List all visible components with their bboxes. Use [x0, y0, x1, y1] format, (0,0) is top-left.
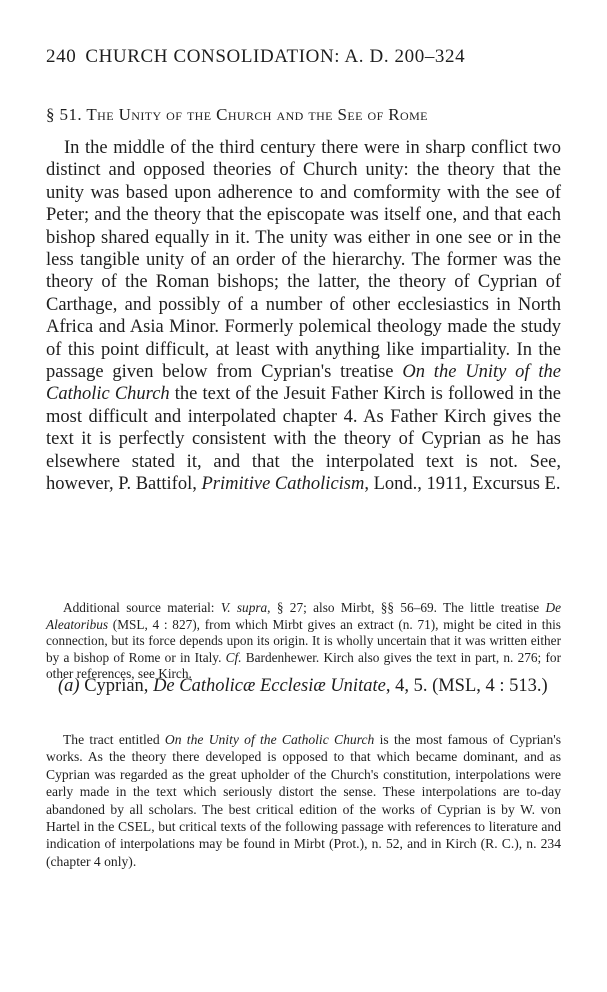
- section-heading: § 51. The Unity of the Church and the See of Rome: [46, 105, 428, 124]
- subsection-reference: , 4, 5. (MSL, 4 : 513.): [385, 676, 548, 696]
- book-page: [46, 0, 561, 992]
- work-title-italic: On the Unity of the Catholic Church: [46, 362, 561, 405]
- source-note-part-2: , § 27; also Mirbt, §§ 56–69. The little treatise: [267, 600, 546, 615]
- main-paragraph: [46, 137, 561, 496]
- source-note-text: [46, 600, 561, 683]
- source-note-part-1: Additional source material:: [63, 600, 221, 615]
- subsection-label: (a): [58, 676, 80, 696]
- main-paragraph-text: [46, 137, 561, 496]
- battifol-title-italic: Primitive Catholicism: [201, 474, 365, 495]
- running-head-title: CHURCH CONSOLIDATION: A. D. 200–324: [85, 46, 466, 67]
- main-text-part-1: In the middle of the third century there were in sharp conflict two distinct and opposed theories of Church unity: the theory that the unity was based upon adherence to and comformity with the see of Peter; and the theory that the episcopate was itself one, and that each bishop shared equally in it. The unity was either in one see or in the less tangible unity of an order of the hierarchy. The former was the theory of the Roman bishops; the latter, the theory of Cyprian of Carthage, and possibly of a number of other ecclesiastics in North Africa and Asia Minor. Formerly polemical theology made the study of this point difficult, at least with anything like impartiality. In the passage given below from Cyprian's treatise: [46, 138, 561, 383]
- subsection-heading-text: [46, 674, 561, 698]
- v-supra-italic: V. supra: [220, 600, 268, 615]
- page-number: 240: [46, 46, 77, 67]
- running-head: [46, 46, 561, 68]
- subsection-author: Cyprian,: [79, 676, 154, 696]
- source-note-part-3: (MSL, 4 : 827), from which Mirbt gives an extract (n. 71), might be cited in this connection, but its force depends upon its origin. It is wholly uncertain that it was written either by a bishop of Rome or in Italy.: [46, 616, 561, 665]
- de-aleatoribus-italic: De Aleatoribus: [46, 600, 561, 632]
- intro-note-part-2: is the most famous of Cyprian's works. As the theory there developed is opposed to that which became dominant, and as Cyprian was regarded as the great upholder of the Church's constitution, interpolations were early made in the text which seriously distort the sense. These interpolations are to-day abandoned by all scholars. The best critical edition of the works of Cyprian is by W. von Hartel in the CSEL, but critical texts of the following passage with references to literature and indication of interpolations may be found in Mirbt (Prot.), n. 52, and in Kirch (R. C.), n. 234 (chapter 4 only).: [46, 732, 561, 869]
- source-note-part-4: Bardenhewer. Kirch also gives the text in part, n. 276; for other references, see Kirch.: [46, 649, 561, 682]
- source-material-note: [46, 600, 561, 683]
- intro-note-text: [46, 731, 561, 870]
- subsection-heading: [46, 674, 561, 698]
- intro-work-title-italic: On the Unity of the Catholic Church: [164, 732, 375, 747]
- subsection-work-title: De Catholicæ Ecclesiæ Unitate: [153, 676, 386, 696]
- cf-italic: Cf.: [225, 649, 242, 665]
- main-text-part-2: the text of the Jesuit Father Kirch is followed in the most difficult and interpolated chapter 4. As Father Kirch gives the text it is perfectly consistent with the theory of Cyprian as he has elsewhere stated it, and that the interpolated text is not. See, however, P. Battifol,: [46, 384, 561, 495]
- main-text-part-3: , Lond., 1911, Excursus E.: [364, 474, 561, 495]
- tract-intro-note: [46, 731, 561, 870]
- intro-note-part-1: The tract entitled: [63, 732, 165, 747]
